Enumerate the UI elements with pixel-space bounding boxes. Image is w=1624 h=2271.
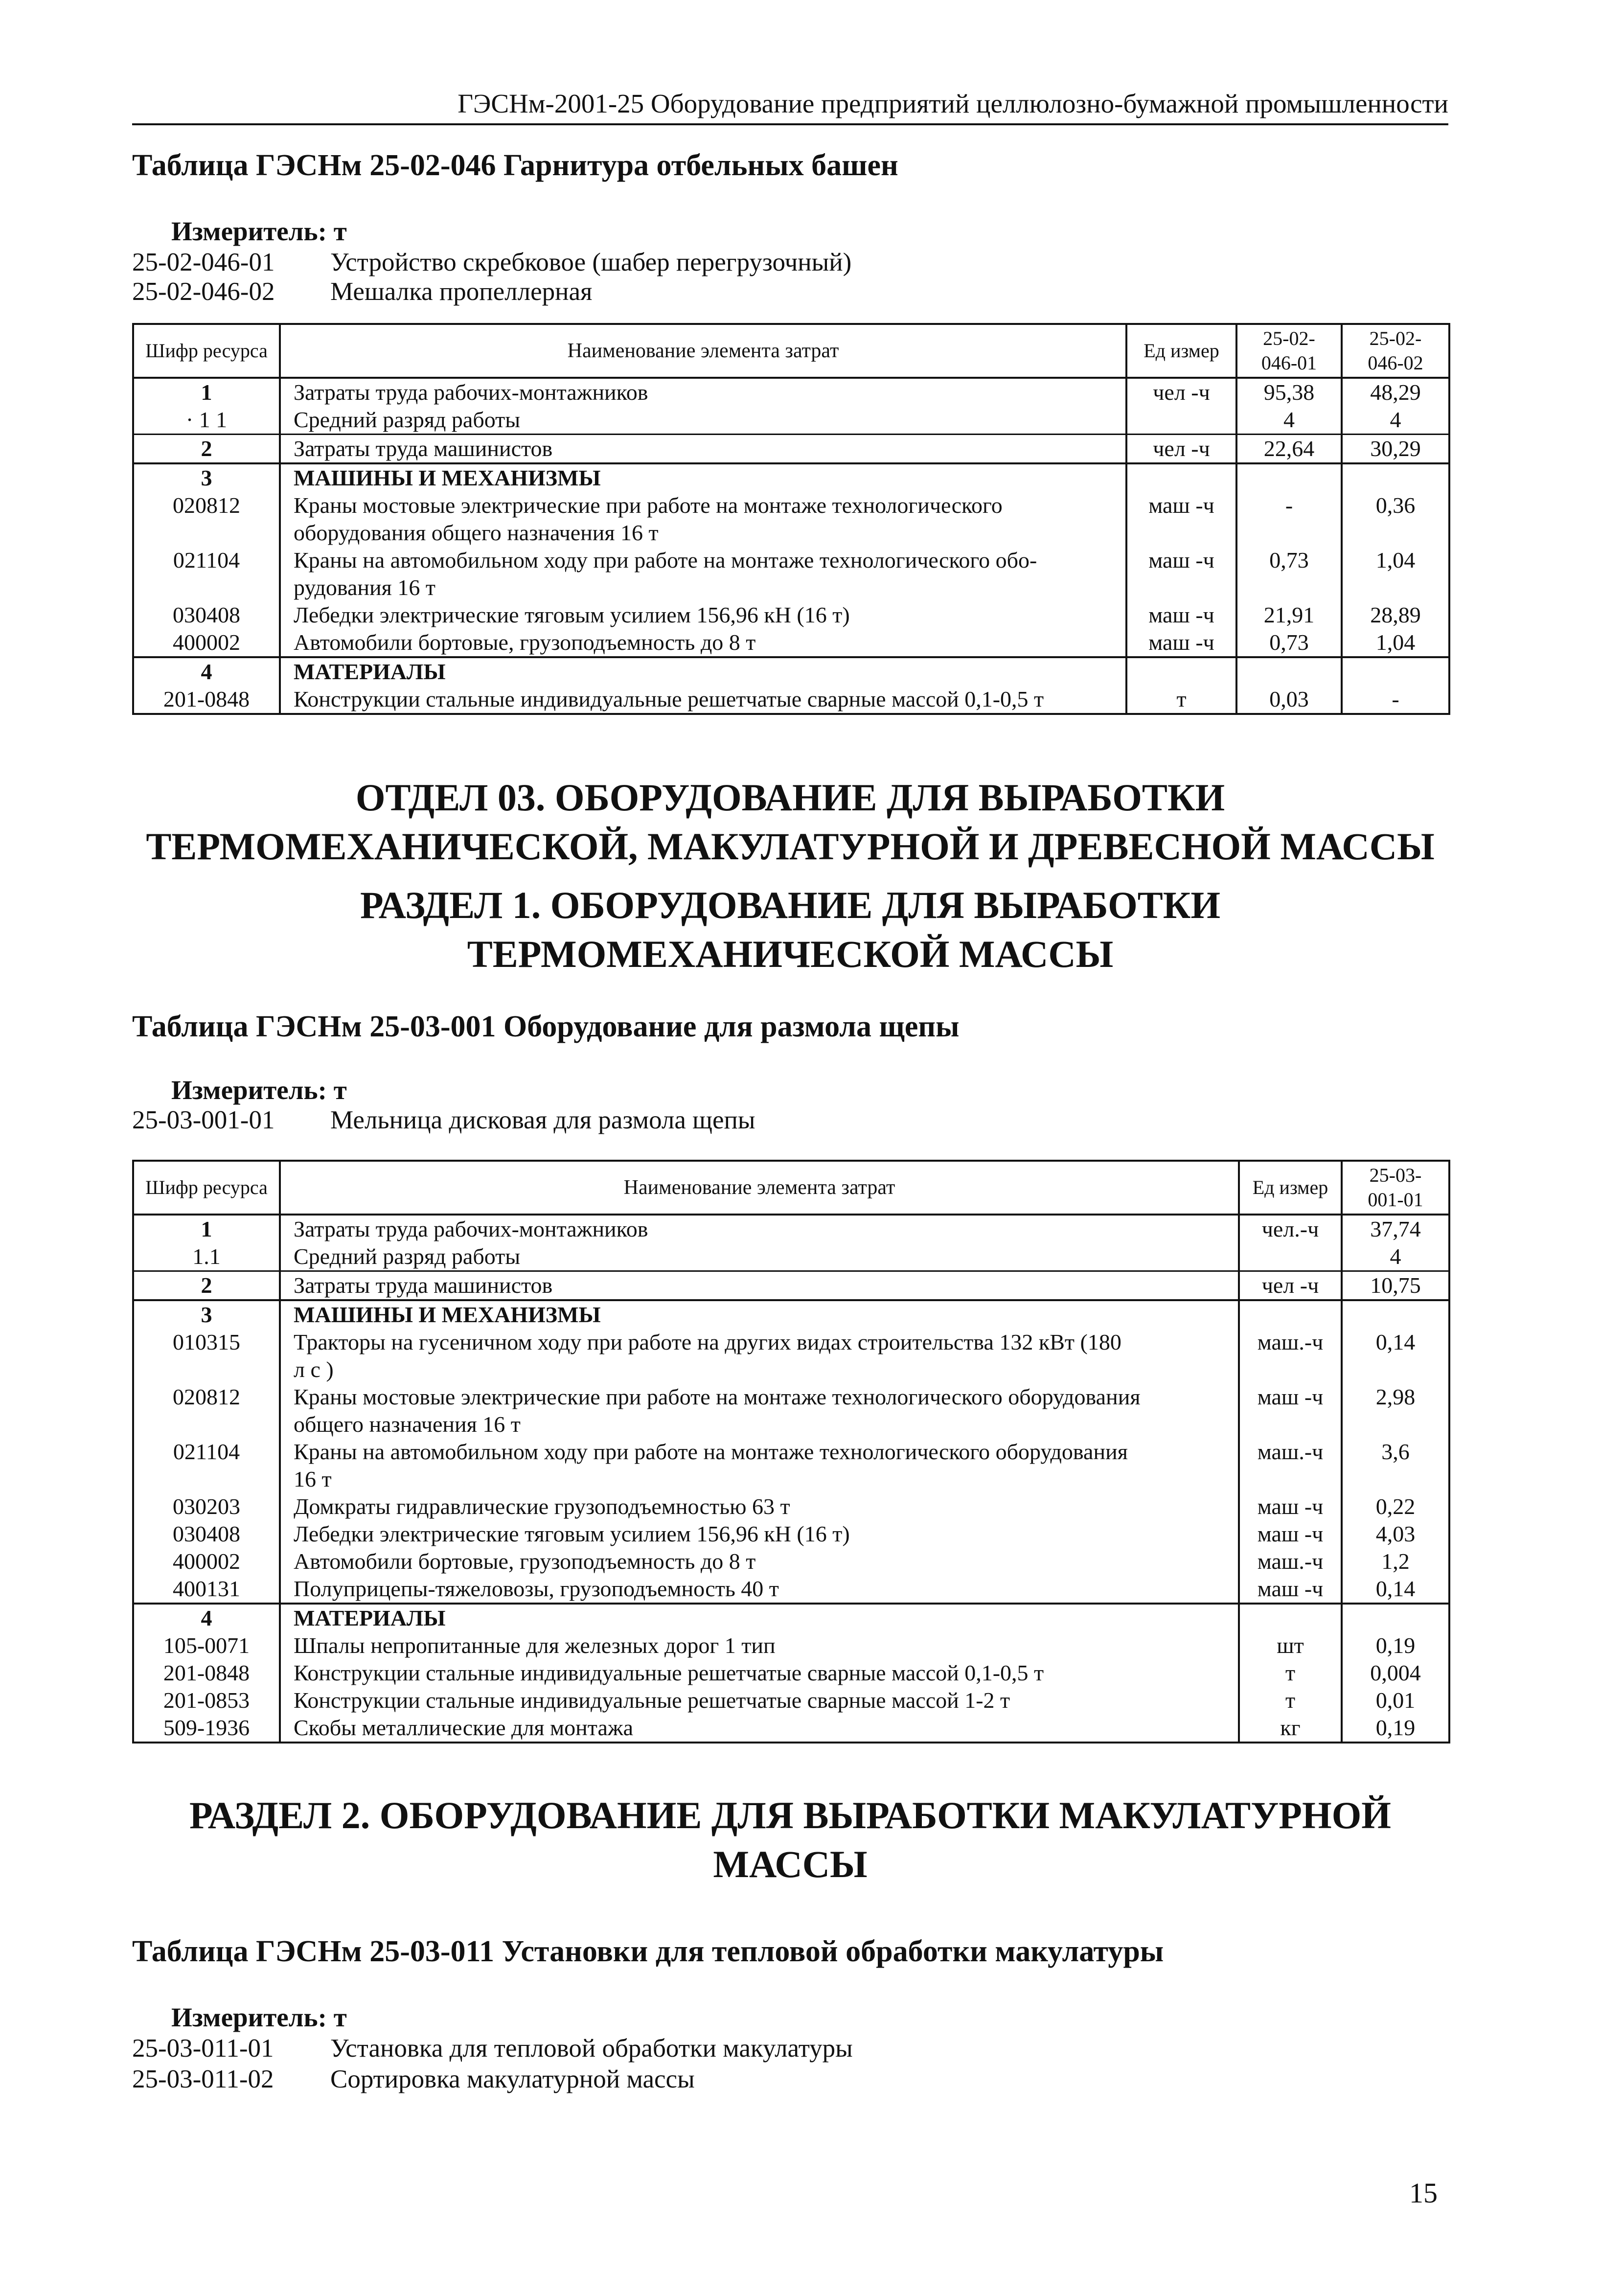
table-row: 010315 Тракторы на гусеничном ходу при работе на других видах строительства 132 кВт (180 л с ) маш.-ч 0,14 [133, 1329, 1449, 1383]
table-row: 1 Затраты труда рабочих-монтажников чел.-ч 37,74 [133, 1215, 1449, 1243]
col-header-value-1: 25-02- 046-01 [1236, 324, 1342, 378]
table3-item [132, 2033, 853, 2064]
table-group-row: 4 МАТЕРИАЛЫ [133, 657, 1449, 686]
item-code: 25-02-046-02 [132, 277, 275, 306]
table-row: 020812 Краны мостовые электрические при работе на монтаже технологического оборудования общего назначения 16 т маш -ч 2,98 [133, 1383, 1449, 1438]
table-row: 021104 Краны на автомобильном ходу при работе на монтаже технологического обо- рудования 16 т маш -ч 0,73 1,04 [133, 547, 1449, 601]
table-row: · 1 1 Средний разряд работы 4 4 [133, 406, 1449, 435]
table3-unit [171, 2001, 347, 2034]
table-row: 400002 Автомобили бортовые, грузоподъемность до 8 т маш.-ч 1,2 [133, 1548, 1449, 1575]
col-header-value-2: 25-02- 046-02 [1342, 324, 1449, 378]
table-row: 030408 Лебедки электрические тяговым усилием 156,96 кН (16 т) маш -ч 21,91 28,89 [133, 601, 1449, 629]
table-row: 201-0853 Конструкции стальные индивидуальные решетчатые сварные массой 1-2 т т 0,01 [133, 1687, 1449, 1714]
table-row: 2 Затраты труда машинистов чел -ч 22,64 30,29 [133, 435, 1449, 464]
col-header-name: Наименование элемента затрат [280, 1161, 1239, 1215]
table2-unit [171, 1074, 347, 1106]
table1-unit [171, 215, 347, 248]
col-header-code: Шифр ресурса [133, 324, 280, 378]
table-row: 201-0848 Конструкции стальные индивидуальные решетчатые сварные массой 0,1-0,5 т т 0,004 [133, 1659, 1449, 1687]
table3-title: Таблица ГЭСНм 25-03-011 Установки для тепловой обработки макулатуры [132, 1935, 1164, 1968]
resource-table-1 [132, 323, 1450, 715]
table-row: 021104 Краны на автомобильном ходу при работе на монтаже технологического оборудования 16 т маш.-ч 3,6 [133, 1438, 1449, 1493]
table-row: 2 Затраты труда машинистов чел -ч 10,75 [133, 1271, 1449, 1301]
table1-item [132, 247, 851, 277]
header-rule [132, 123, 1448, 125]
table-group-row: 3 МАШИНЫ И МЕХАНИЗМЫ [133, 463, 1449, 492]
item-code: 25-03-011-02 [132, 2065, 274, 2093]
unit-value: т [333, 216, 347, 246]
col-header-name: Наименование элемента затрат [280, 324, 1126, 378]
item-name: Установка для тепловой обработки макулатуры [330, 2034, 853, 2063]
col-header-unit: Ед измер [1126, 324, 1236, 378]
table-row: 105-0071 Шпалы непропитанные для железных дорог 1 тип шт 0,19 [133, 1632, 1449, 1659]
table-row: 201-0848 Конструкции стальные индивидуальные решетчатые сварные массой 0,1-0,5 т т 0,03 - [133, 686, 1449, 714]
unit-label: Измеритель: [171, 216, 327, 246]
item-name: Сортировка макулатурной массы [330, 2065, 695, 2093]
item-code: 25-02-046-01 [132, 248, 275, 276]
subsection-heading: РАЗДЕЛ 1. ОБОРУДОВАНИЕ ДЛЯ ВЫРАБОТКИ ТЕРМОМЕХАНИЧЕСКОЙ МАССЫ [360, 884, 1220, 975]
subsection-heading: РАЗДЕЛ 2. ОБОРУДОВАНИЕ ДЛЯ ВЫРАБОТКИ МАКУЛАТУРНОЙ МАССЫ [189, 1794, 1391, 1885]
unit-value: т [333, 1075, 347, 1105]
section-heading: ОТДЕЛ 03. ОБОРУДОВАНИЕ ДЛЯ ВЫРАБОТКИ ТЕРМОМЕХАНИЧЕСКОЙ, МАКУЛАТУРНОЙ И ДРЕВЕСНОЙ МАССЫ [146, 776, 1435, 868]
table-row: 030408 Лебедки электрические тяговым усилием 156,96 кН (16 т) маш -ч 4,03 [133, 1520, 1449, 1548]
table1-item [132, 276, 592, 307]
resource-table-2 [132, 1160, 1450, 1743]
table-row: 400131 Полуприцепы-тяжеловозы, грузоподъемность 40 т маш -ч 0,14 [133, 1575, 1449, 1604]
table-row: 030203 Домкраты гидравлические грузоподъемностью 63 т маш -ч 0,22 [133, 1493, 1449, 1520]
table-row: 400002 Автомобили бортовые, грузоподъемность до 8 т маш -ч 0,73 1,04 [133, 629, 1449, 657]
running-header: ГЭСНм-2001-25 Оборудование предприятий целлюлозно-бумажной промышленности [457, 89, 1448, 118]
unit-label: Измеритель: [171, 1075, 327, 1105]
item-name: Мешалка пропеллерная [330, 277, 593, 306]
table-group-row: 3 МАШИНЫ И МЕХАНИЗМЫ [133, 1300, 1449, 1329]
item-code: 25-03-011-01 [132, 2034, 274, 2063]
table2-item [132, 1105, 755, 1135]
item-code: 25-03-001-01 [132, 1106, 275, 1134]
table-group-row: 4 МАТЕРИАЛЫ [133, 1604, 1449, 1632]
table-row: 1 Затраты труда рабочих-монтажников чел -ч 95,38 48,29 [133, 378, 1449, 406]
item-name: Устройство скребковое (шабер перегрузочный) [330, 248, 852, 276]
col-header-value-1: 25-03- 001-01 [1342, 1161, 1449, 1215]
table-row: 1.1 Средний разряд работы 4 [133, 1243, 1449, 1271]
table-row: 020812 Краны мостовые электрические при работе на монтаже технологического оборудования общего назначения 16 т маш -ч - 0,36 [133, 492, 1449, 547]
unit-value: т [333, 2002, 347, 2032]
page-number: 15 [1409, 2177, 1438, 2209]
unit-label: Измеритель: [171, 2002, 327, 2032]
col-header-unit: Ед измер [1239, 1161, 1342, 1215]
table2-title: Таблица ГЭСНм 25-03-001 Оборудование для размола щепы [132, 1010, 960, 1043]
table1-title: Таблица ГЭСНм 25-02-046 Гарнитура отбельных башен [132, 149, 898, 182]
col-header-code: Шифр ресурса [133, 1161, 280, 1215]
item-name: Мельница дисковая для размола щепы [330, 1106, 755, 1134]
table3-item [132, 2064, 695, 2094]
table-row: 509-1936 Скобы металлические для монтажа кг 0,19 [133, 1714, 1449, 1743]
